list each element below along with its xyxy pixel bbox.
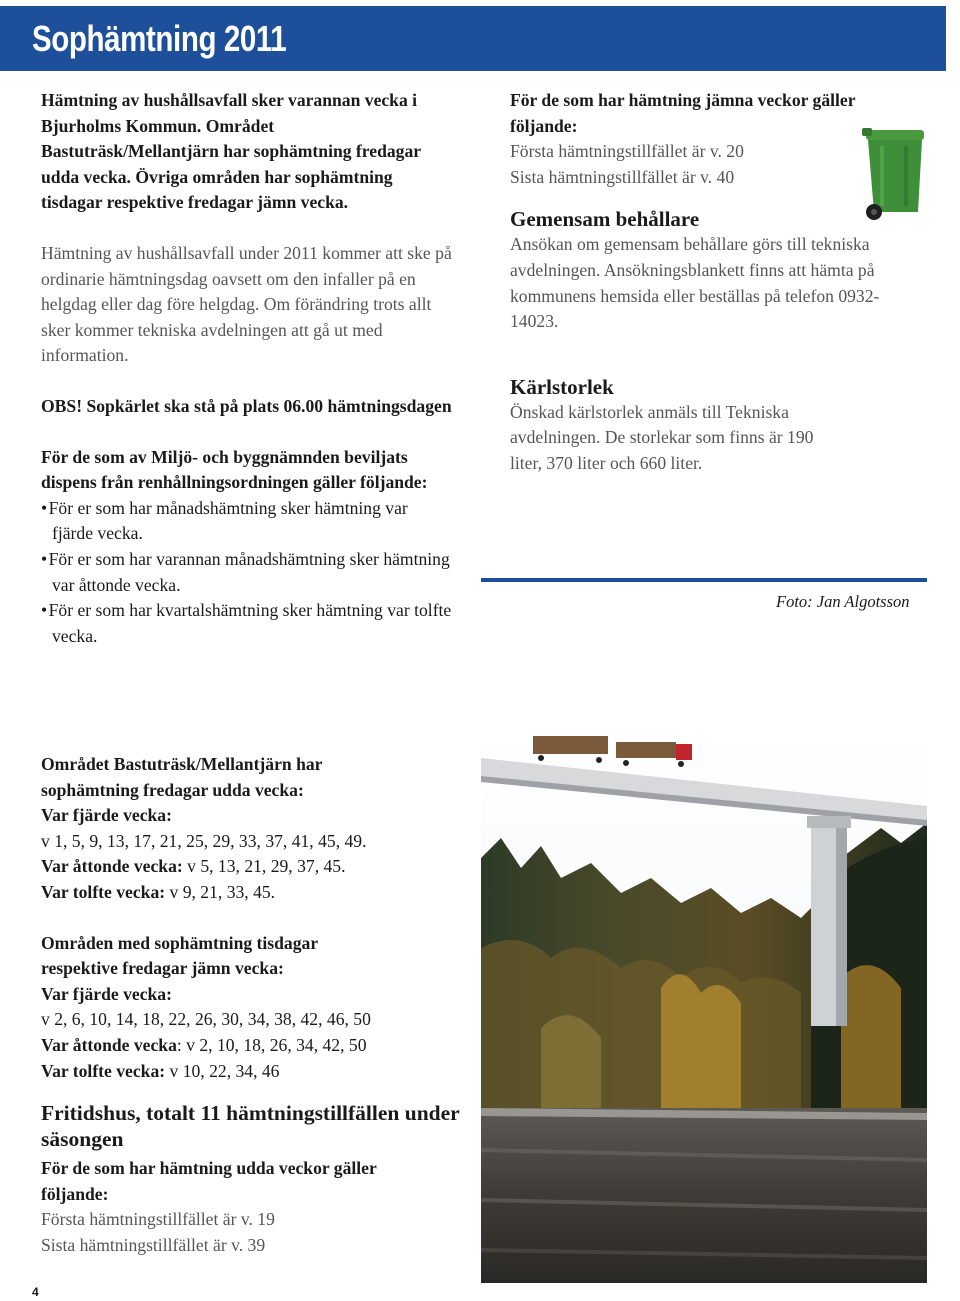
right-even-heading: För de som har hämtning jämna veckor gäller följande: — [510, 90, 856, 136]
odd-fourth-label: Var fjärde vecka: — [41, 805, 172, 826]
odd-fourth-weeks: v 1, 5, 9, 13, 17, 21, 25, 29, 33, 37, 41, 45, 49. — [41, 830, 367, 851]
schedule-section — [41, 752, 471, 1259]
odd-twelfth-weeks: v 9, 21, 33, 45. — [165, 881, 276, 902]
even-twelfth-row — [41, 1059, 471, 1085]
right-even-last: Sista hämtningstillfället är v. 40 — [510, 166, 735, 187]
section-divider — [481, 578, 927, 582]
odd-twelfth-label: Var tolfte vecka: — [41, 881, 166, 902]
page-number: 4 — [32, 1285, 39, 1299]
dispens-list — [41, 496, 453, 650]
page-title: Sophämtning 2011 — [32, 18, 287, 59]
even-fourth-label: Var fjärde vecka: — [41, 983, 172, 1004]
list-item: • För er som har månadshämtning sker hämtning var fjärde vecka. — [41, 497, 408, 544]
shared-text: Ansökan om gemensam behållare görs till tekniska avdelningen. Ansökningsblankett finns att hämta på kommunens hemsida eller beställas på telefon 0932-14023. — [510, 234, 880, 332]
even-eighth-label: Var åttonde vecka — [41, 1034, 177, 1055]
odd-eighth-row — [41, 854, 471, 880]
intro-plain: Hämtning av hushållsavfall under 2011 kommer att ske på ordinarie hämtningsdag oavsett om den infaller på en helgdag eller dag före helgdag. Om förändring trots allt sker kommer tekniska avdelningen att gå ut med information. — [41, 242, 452, 366]
left-column — [41, 88, 453, 649]
fritid-odd-heading: För de som har hämtning udda veckor gäller följande: — [41, 1158, 377, 1204]
fritid-heading: Fritidshus, totalt 11 hämtningstillfällen under säsongen — [41, 1101, 460, 1152]
photo-credit: Foto: Jan Algotsson — [776, 592, 910, 611]
even-eighth-weeks: : v 2, 10, 18, 26, 34, 42, 50 — [176, 1034, 367, 1055]
list-item: • För er som har kvartalshämtning sker hämtning var tolfte vecka. — [41, 600, 452, 646]
shared-heading: Gemensam behållare — [510, 207, 700, 232]
fritid-odd-last: Sista hämtningstillfället är v. 39 — [41, 1234, 266, 1255]
dispens-heading: För de som av Miljö- och byggnämnden beviljats dispens från renhållningsordningen gäller följande: — [41, 446, 428, 493]
even-twelfth-weeks: v 10, 22, 34, 46 — [165, 1060, 280, 1081]
odd-heading: Området Bastuträsk/Mellantjärn har sophämtning fredagar udda vecka: — [41, 754, 323, 800]
even-fourth-weeks: v 2, 6, 10, 14, 18, 22, 26, 30, 34, 38, 42, 46, 50 — [41, 1009, 371, 1030]
right-even-first: Första hämtningstillfället är v. 20 — [510, 141, 744, 162]
even-twelfth-label: Var tolfte vecka: — [41, 1060, 166, 1081]
even-eighth-row — [41, 1033, 471, 1059]
size-heading: Kärlstorlek — [510, 374, 614, 399]
wheelie-bin-icon — [858, 126, 928, 222]
obs-note: OBS! Sopkärlet ska stå på plats 06.00 hämtningsdagen — [41, 395, 452, 416]
bridge-photo — [481, 728, 927, 1283]
header-banner — [0, 6, 946, 71]
list-item: • För er som har varannan månadshämtning sker hämtning var åttonde vecka. — [41, 548, 450, 595]
odd-twelfth-row — [41, 880, 471, 906]
intro-bold: Hämtning av hushållsavfall sker varannan vecka i Bjurholms Kommun. Området Bastuträsk/Mellantjärn har sophämtning fredagar udda vecka. Övriga områden har sophämtning tisdagar respektive fredagar jämn vecka. — [41, 90, 421, 213]
fritid-odd-first: Första hämtningstillfället är v. 19 — [41, 1209, 275, 1230]
even-heading: Områden med sophämtning tisdagar respektive fredagar jämn vecka: — [41, 932, 318, 979]
odd-eighth-weeks: v 5, 13, 21, 29, 37, 45. — [182, 856, 346, 877]
size-text: Önskad kärlstorlek anmäls till Tekniska avdelningen. De storlekar som finns är 190 liter, 370 liter och 660 liter. — [510, 401, 814, 473]
odd-eighth-label: Var åttonde vecka: — [41, 856, 183, 877]
